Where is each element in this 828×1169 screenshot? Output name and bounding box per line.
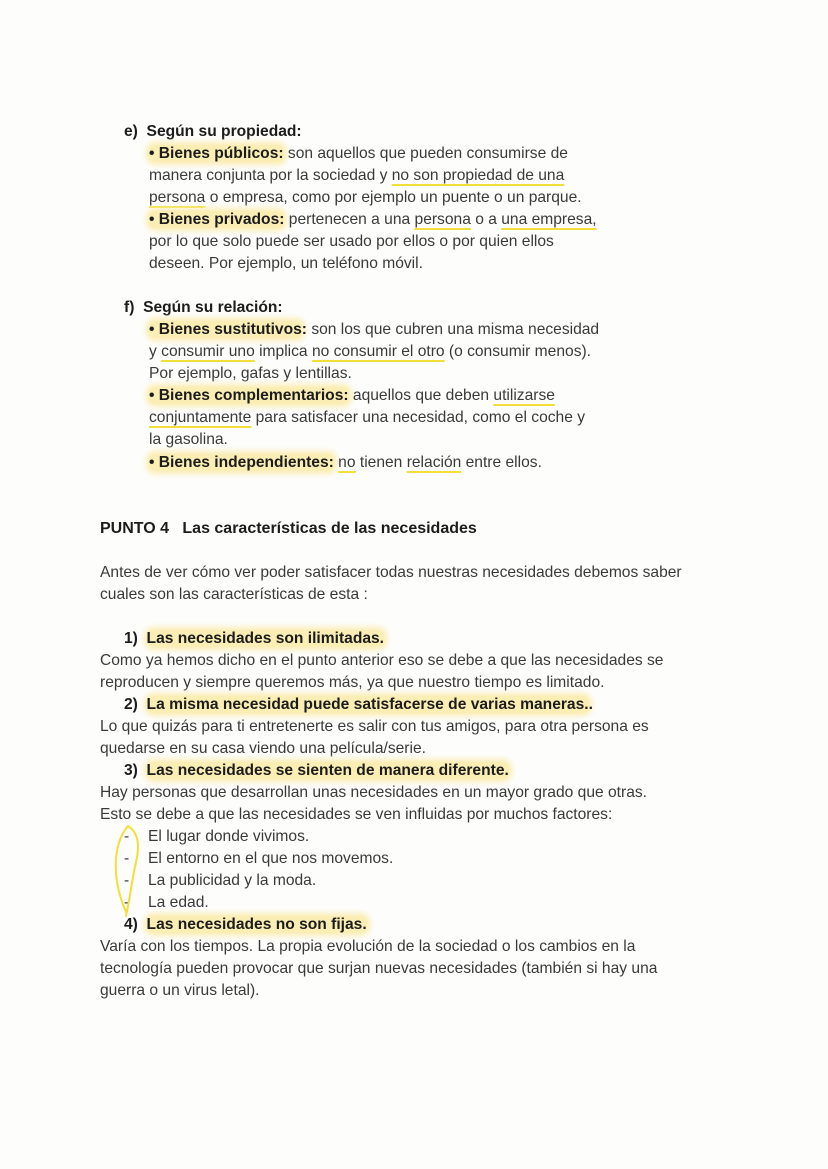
dash-bullet: - <box>124 850 130 867</box>
colon: : <box>301 321 307 338</box>
text: aquellos que deben <box>348 387 494 404</box>
bienes-sustitutivos-line-2 <box>149 341 591 363</box>
bienes-privados-term: • Bienes privados: <box>149 211 285 228</box>
characteristic-4-heading <box>124 914 367 936</box>
text: para satisfacer una necesidad, como el coche y <box>251 409 586 426</box>
characteristic-3-heading <box>124 760 509 782</box>
underlined-text: consumir uno <box>161 343 255 360</box>
factor-list-item <box>124 848 393 870</box>
section-e-heading <box>124 121 302 143</box>
bienes-complementarios-term: • Bienes complementarios: <box>149 387 349 404</box>
characteristic-number: 2) <box>124 696 138 713</box>
punto4-intro-line-2: cuales son las características de esta : <box>100 586 368 603</box>
factor-text: La publicidad y la moda. <box>148 872 317 889</box>
bienes-complementarios-line-2 <box>149 407 585 429</box>
characteristic-1-heading <box>124 628 384 650</box>
bienes-privados-line-3: deseen. Por ejemplo, un teléfono móvil. <box>149 255 423 272</box>
underlined-text: no son propiedad de una <box>391 167 565 184</box>
bienes-publicos-line-3 <box>149 187 582 209</box>
bienes-independientes-line <box>149 452 542 474</box>
factor-text: El lugar donde vivimos. <box>148 828 310 845</box>
characteristic-3-line-2: Esto se debe a que las necesidades se ven influidas por muchos factores: <box>100 806 613 823</box>
characteristic-title: La misma necesidad puede satisfacerse de varias maneras. <box>146 696 589 713</box>
characteristic-number: 1) <box>124 630 138 647</box>
characteristic-2-line-2: quedarse en su casa viendo una película/serie. <box>100 740 426 757</box>
characteristic-title: Las necesidades no son fijas. <box>146 916 367 933</box>
underlined-text: persona <box>414 211 471 228</box>
punto4-intro-line-1: Antes de ver cómo ver poder satisfacer todas nuestras necesidades debemos saber <box>100 564 682 581</box>
characteristic-4-line-3: guerra o un virus letal). <box>100 982 260 999</box>
characteristic-1-line-1: Como ya hemos dicho en el punto anterior eso se debe a que las necesidades se <box>100 652 664 669</box>
section-f-title: Según su relación: <box>143 299 283 316</box>
underlined-text: no consumir el otro <box>311 343 445 360</box>
bienes-sustitutivos-line-3: Por ejemplo, gafas y lentillas. <box>149 365 352 382</box>
bienes-sustitutivos-line-1 <box>149 319 599 341</box>
text: son aquellos que pueden consumirse de <box>283 145 568 162</box>
underlined-text: utilizarse <box>493 387 555 404</box>
characteristic-title: Las necesidades son ilimitadas. <box>146 630 385 647</box>
text: tienen <box>355 454 407 471</box>
text: manera conjunta por la sociedad y <box>149 167 392 184</box>
bienes-publicos-term: • Bienes públicos: <box>149 145 284 162</box>
factor-list-item <box>124 870 316 892</box>
dash-bullet: - <box>124 828 130 845</box>
bienes-sustitutivos-term: • Bienes sustitutivos <box>149 321 302 338</box>
text: y <box>149 343 162 360</box>
section-f-label: f) <box>124 299 135 316</box>
trailing-dot: . <box>588 696 593 713</box>
characteristic-2-line-1: Lo que quizás para ti entretenerte es salir con tus amigos, para otra persona es <box>100 718 649 735</box>
text: o empresa, como por ejemplo un puente o un parque. <box>205 189 582 206</box>
bienes-publicos-line-1 <box>149 143 568 165</box>
factor-text: La edad. <box>148 894 209 911</box>
characteristic-title: Las necesidades se sienten de manera diferente. <box>146 762 509 779</box>
bienes-privados-line-2: por lo que solo puede ser usado por ellos o por quien ellos <box>149 233 554 250</box>
text: son los que cubren una misma necesidad <box>306 321 600 338</box>
bienes-independientes-term: • Bienes independientes: <box>149 454 334 471</box>
dash-bullet: - <box>124 872 130 889</box>
punto4-heading: PUNTO 4 Las características de las necesidades <box>100 520 477 537</box>
characteristic-number: 4) <box>124 916 138 933</box>
characteristic-2-heading <box>124 694 593 716</box>
characteristic-4-line-2: tecnología pueden provocar que surjan nuevas necesidades (también si hay una <box>100 960 658 977</box>
bienes-publicos-line-2 <box>149 165 564 187</box>
underlined-text: no <box>338 454 356 471</box>
bienes-privados-line-1 <box>149 209 597 231</box>
characteristic-3-line-1: Hay personas que desarrollan unas necesidades en un mayor grado que otras. <box>100 784 647 801</box>
underlined-text: una empresa, <box>501 211 597 228</box>
dash-bullet: - <box>124 894 130 911</box>
characteristic-4-line-1: Varía con los tiempos. La propia evolución de la sociedad o los cambios en la <box>100 938 636 955</box>
underlined-text: relación <box>406 454 462 471</box>
text: implica <box>254 343 312 360</box>
bienes-complementarios-line-3: la gasolina. <box>149 431 228 448</box>
factor-text: El entorno en el que nos movemos. <box>148 850 394 867</box>
factor-list-item <box>124 892 209 914</box>
bienes-complementarios-line-1 <box>149 385 555 407</box>
text: o a <box>470 211 502 228</box>
underlined-text: persona <box>149 189 206 206</box>
text: (o consumir menos). <box>444 343 592 360</box>
characteristic-1-line-2: reproducen y siempre queremos más, ya que nuestro tiempo es limitado. <box>100 674 605 691</box>
text: entre ellos. <box>461 454 542 471</box>
factor-list-item <box>124 826 309 848</box>
section-f-heading <box>124 297 283 319</box>
characteristic-number: 3) <box>124 762 138 779</box>
section-e-label: e) <box>124 123 138 140</box>
underlined-text: conjuntamente <box>149 409 252 426</box>
text: pertenecen a una <box>284 211 415 228</box>
section-e-title: Según su propiedad: <box>146 123 302 140</box>
